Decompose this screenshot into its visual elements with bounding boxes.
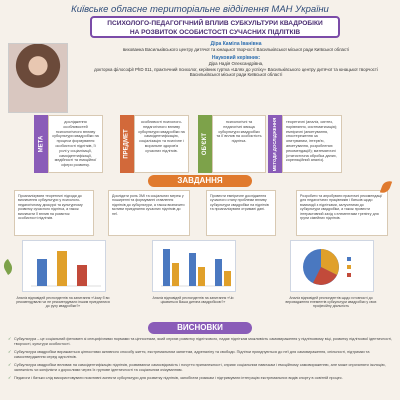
author-role: вихованка Васильківського центру дитячої та юнацької творчості Васильківської міської ради Київської області (122, 47, 350, 53)
tasks-label: ЗАВДАННЯ (148, 175, 252, 187)
conclusion-2: ✓ Субкультура квадробіки виражається цінностями активного способу життя, екстремальним заняттям, адреналіну та свободи. Підлітки приєднуються до неї для самовираження, спільності, підтримки та самоствердження серед однолітків. (8, 350, 392, 360)
conclusion-1: ✓ Субкультура – це соціальний феномен зі специфічними нормами та цінностями, який сприяє розвитку підліткового, надає підліткам можливість самовираження у підлітковому віці, розвитку підліткової ідентичності, творчості, культури особистості. (8, 337, 392, 347)
leaf-decoration (1, 259, 15, 275)
object-card: психологічні та педагогічні явища субкультури квадробіки та її вплив на особистість підлітка. (212, 115, 266, 173)
title-line-2: НА РОЗВИТОК ОСОБИСТОСТІ СУЧАСНИХ ПІДЛІТКІВ (129, 29, 301, 36)
chart-1-caption: Аналіз відповідей респондентів на запитання «Чому б ви рекомендували чи не рекомендували іншим приєднатися до руху квадробіки?» (16, 296, 110, 309)
chart-2-caption: Аналіз відповідей респондентів на запитання «Чи цікавиться Ваша дитина квадробікою?» (152, 296, 234, 305)
supervisor-label: Науковий керівник: (211, 54, 261, 61)
conclusions-label: ВИСНОВКИ (148, 322, 252, 334)
author-name: Діра Каміла Іванівна (210, 41, 262, 47)
task-4: Розробити та апробувати практичні рекомендації для педагогічних працівників і батьків щодо взаємодії з підлітками, залученими до субкультури квадробіки, а також провести інтерактивний захід з елементами тренінгу для групи сімейних підлітків. (296, 190, 388, 236)
task-2: Дослідити роль ЗМІ та соціальних мереж у поширенні та формуванні ставлення підлітків до субкультури, а також визначити мотиви приєднання сучасних підлітків до неї. (108, 190, 190, 236)
poster-title (90, 16, 340, 38)
chart-2 (152, 240, 236, 292)
task-3: Провести емпіричне дослідження сучасного стану проблеми впливу субкультури квадробіки на підлітків та проаналізувати отримані дані. (206, 190, 276, 236)
subject-card: особливості психолого-педагогічного впливу субкультури квадробіки на самоідентифікацію, соціалізацію та психічне і моральне здоров'я сучасних підлітків. (134, 115, 189, 173)
chart-3-caption: Аналіз відповідей респондентів щодо готовності до впровадження елементів субкультури квадробіки у своє професійну діяльність (285, 296, 377, 309)
conclusion-3: ✓ Субкультура квадробіки впливає на самоідентифікацію підлітків, розвиваючи самосвідомість і почуття приналежності, сприяє соціальним навичкам і емоційному самовираженню, але може спричиняти ізоляцію, залежність чи конфлікти з дорослими через їх групове ідентичності та соціальним очікуванням. (8, 363, 392, 373)
chart-3 (290, 240, 374, 292)
supervisor-name: Діра Надія Олександрівна, (208, 61, 264, 67)
methods-card: теоретичні (аналіз, синтез, порівняння, систематизація); емпіричні (анкетування, спостереження за опитуваним, інтерв'ю, анкетування, розроблених рекомендацій); математичні (статистична обробка даних, кореляційний аналіз). (282, 115, 342, 173)
goal-card: дослідження особливостей психологічного впливу субкультури квадробіки на процеси формування особистості підлітків, її ролі у соціалізації, самоідентифікації, медійності та емоційної сфери розвитку. (48, 115, 103, 173)
chart-1 (22, 240, 106, 292)
conclusions-list (8, 337, 392, 385)
methods-label: МЕТОДИ ДОСЛІДЖЕННЯ (268, 115, 282, 173)
org-header: Київське обласне територіальне відділення МАН України (71, 4, 329, 15)
subject-label: ПРЕДМЕТ (120, 115, 134, 173)
author-photo (8, 43, 68, 113)
conclusion-4: ✓ Педагоги і батьки слід використовувати позитивні аспекти субкультури для розвитку підлітків, запобігати ризикам і підтримувати інтеграцію екстремальних видів спорту в освітній процес. (8, 376, 392, 381)
task-1: Проаналізувати теоретичні підходи до визначення субкультури у психолого-педагогічному дискурсі та культурному розвитку сучасного підлітка, а також визначити її вплив на розвиток особистості підлітків. (14, 190, 94, 236)
supervisor-info: докторка філософії PhD 011, практичний психолог, керівник гуртка «Шлях до успіху» Васильківського центру дитячої та юнацької творчості Васильківської міської ради Київської області (94, 66, 378, 78)
goal-label: МЕТА (34, 115, 48, 173)
object-label: ОБ'ЄКТ (198, 115, 212, 173)
author-block (86, 42, 386, 77)
title-line-1: ПСИХОЛОГО-ПЕДАГОГІЧНИЙ ВПЛИВ СУБКУЛЬТУРИ КВАДРОБІКИ (107, 20, 323, 27)
